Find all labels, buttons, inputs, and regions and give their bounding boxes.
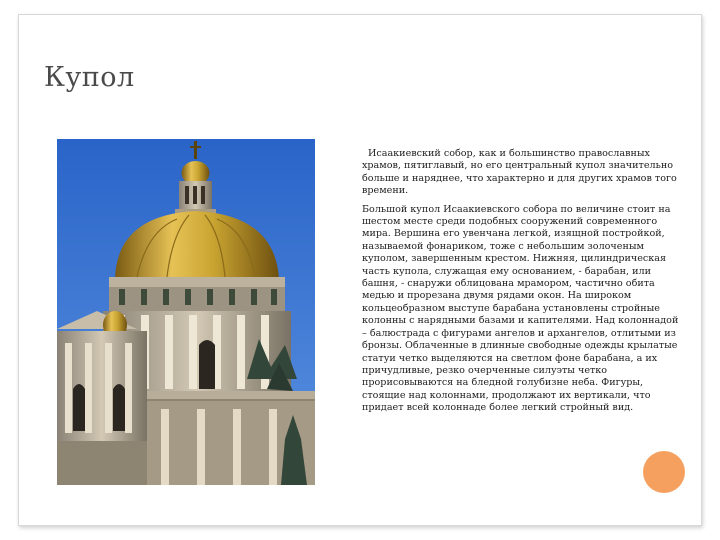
decorative-circle [643,451,685,493]
paragraph-2: Большой купол Исаакиевского собора по величине стоит на шестом месте среди подобных сооружений современного мира. Вершина его увенчана легкой, изящной постройкой, называемой фонариком, тоже с небольшим золоченым куполом, завершенным крестом. Нижняя, цилиндрическая часть купола, служащая ему основанием, - барабан, или башня, - снаружи облицована мрамором, частично обита медью и прорезана двумя рядами окон. На широком кольцеобразном выступе барабана установлены стройные колонны с нарядными базами и капителями. Над колоннадой – балюстрада с фигурами ангелов и архангелов, отлитыми из бронзы. Облаченные в длинные свободные одежды крылатые статуи четко выделяются на светлом фоне барабана, а их причудливые, резко очерченные силуэты четко прорисовываются на бледной голубизне неба. Фигуры, стоящие над колоннами, продолжают их вертикали, что придает всей колоннаде более легкий стройный вид. [362,203,679,414]
slide-title: Купол [44,62,135,93]
cathedral-dome-photo [57,139,315,485]
body-text [362,148,684,421]
paragraph-1: Исаакиевский собор, как и большинство православных храмов, пятиглавый, но его центральный купол значительно больше и наряднее, что характерно и для других храмов того времени. [362,148,677,197]
